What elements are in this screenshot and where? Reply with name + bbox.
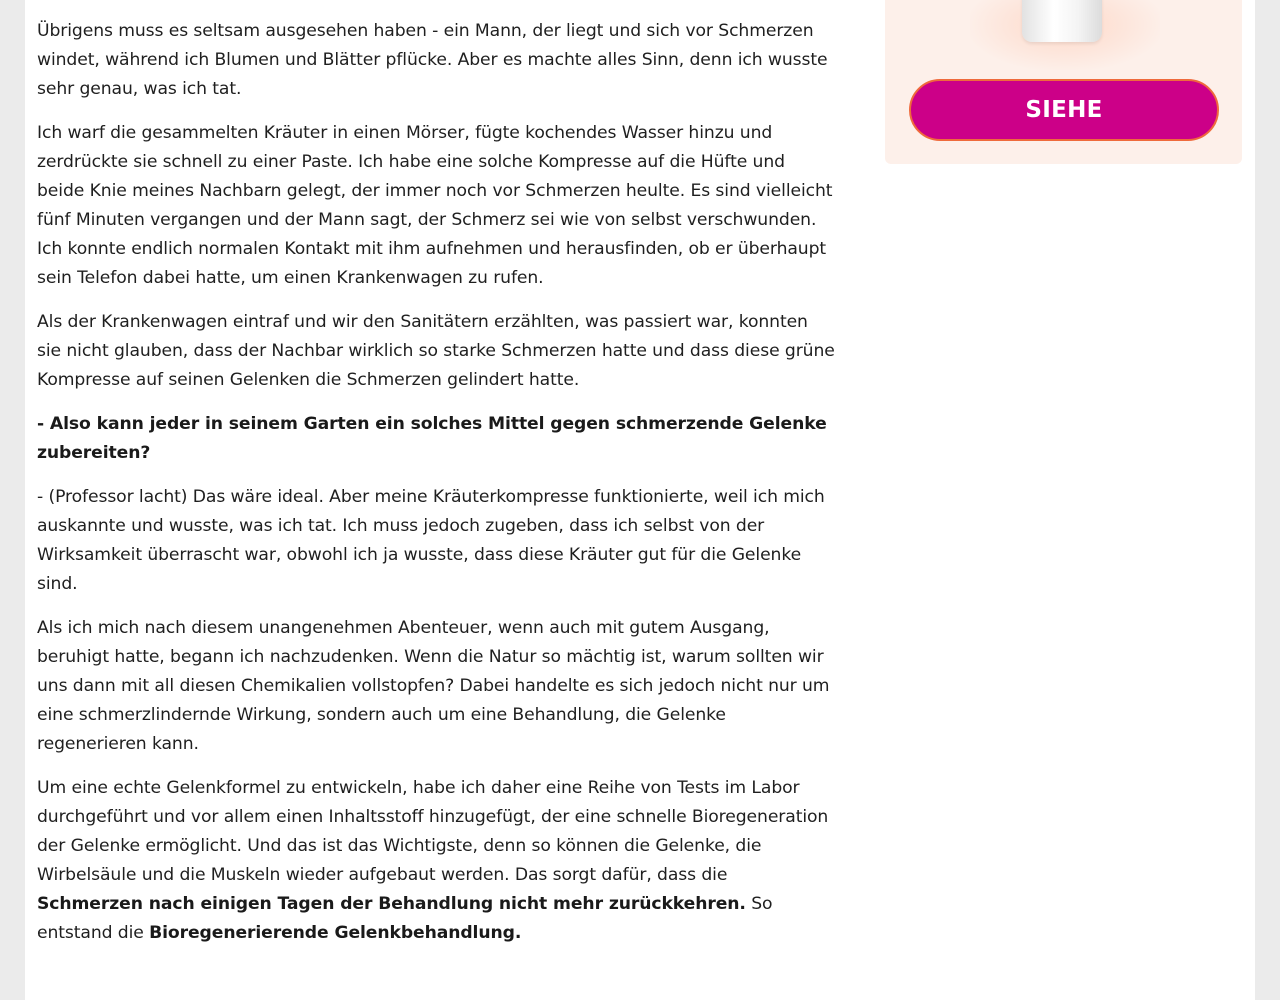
article-paragraph: Als ich mich nach diesem unangenehmen Abenteuer, wenn auch mit gutem Ausgang, beruhigt hatte, begann ich nachzudenken. Wenn die Natur so mächtig ist, warum sollten wir uns dann mit all diesen Chemikalien vollstopfen? Dabei handelte es sich jedoch nicht nur um eine schmerzlindernde Wirkung, sondern auch um eine Behandlung, die Gelenke regenerieren kann.: [37, 618, 830, 754]
article-paragraph: [37, 774, 837, 948]
article-paragraph: - (Professor lacht) Das wäre ideal. Aber meine Kräuterkompresse funktionierte, weil ich mich auskannte und wusste, was ich tat. Ich muss jedoch zugeben, dass ich selbst von der Wirksamkeit überrascht war, obwohl ich ja wusste, dass diese Kräuter gut für die Gelenke sind.: [37, 487, 825, 594]
product-name-emphasis: Bioregenerierende Gelenkbehandlung.: [149, 923, 522, 943]
sidebar-product-box: [885, 0, 1242, 164]
paragraph-text: Um eine echte Gelenkformel zu entwickeln, habe ich daher eine Reihe von Tests im Labor durchgeführt und vor allem einen Inhaltsstoff hinzugefügt, der eine schnelle Bioregeneration der Gelenke ermöglicht. Und das ist das Wichtigste, denn so können die Gelenke, die Wirbelsäule und die Muskeln wieder aufgebaut werden. Das sorgt dafür, dass die: [37, 778, 829, 885]
interview-question: [37, 410, 837, 468]
article-paragraph: [37, 0, 837, 2]
product-bottle-image[interactable]: [1022, 0, 1102, 42]
article-body: [37, 0, 837, 963]
paragraph-text: So entstand die: [37, 894, 773, 943]
siehe-button[interactable]: SIEHE: [909, 79, 1219, 141]
article-paragraph: Übrigens muss es seltsam ausgesehen haben - ein Mann, der liegt und sich vor Schmerzen windet, während ich Blumen und Blätter pflücke. Aber es machte alles Sinn, denn ich wusste sehr genau, was ich tat.: [37, 21, 828, 99]
interview-question-text: - Also kann jeder in seinem Garten ein solches Mittel gegen schmerzende Gelenke zubereiten?: [37, 414, 827, 463]
page-container: [25, 0, 1255, 1000]
emphasis-text: Schmerzen nach einigen Tagen der Behandlung nicht mehr zurückkehren.: [37, 894, 746, 914]
article-paragraph: Als der Krankenwagen eintraf und wir den Sanitätern erzählten, was passiert war, konnten sie nicht glauben, dass der Nachbar wirklich so starke Schmerzen hatte und dass diese grüne Kompresse auf seinen Gelenken die Schmerzen gelindert hatte.: [37, 312, 835, 390]
article-paragraph: Ich warf die gesammelten Kräuter in einen Mörser, fügte kochendes Wasser hinzu und zerdrückte sie schnell zu einer Paste. Ich habe eine solche Kompresse auf die Hüfte und beide Knie meines Nachbarn gelegt, der immer noch vor Schmerzen heulte. Es sind vielleicht fünf Minuten vergangen und der Mann sagt, der Schmerz sei wie von selbst verschwunden. Ich konnte endlich normalen Kontakt mit ihm aufnehmen und herausfinden, ob er überhaupt sein Telefon dabei hatte, um einen Krankenwagen zu rufen.: [37, 123, 833, 288]
